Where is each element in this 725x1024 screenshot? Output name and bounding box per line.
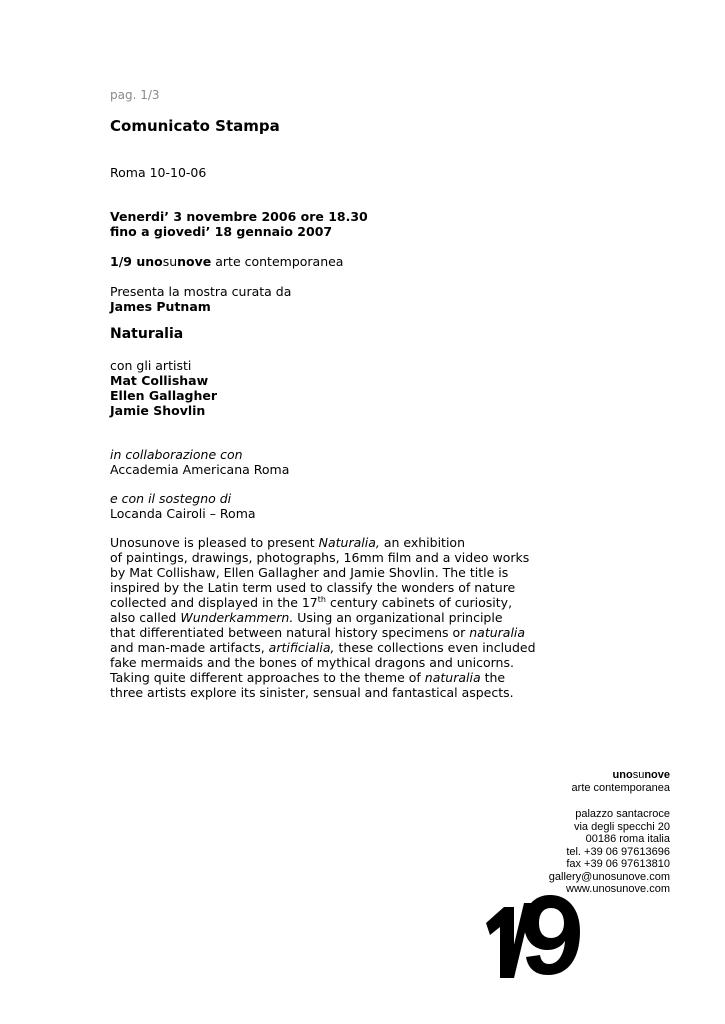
body-line: inspired by the Latin term used to classify the wonders of nature [110,580,516,595]
document-title: Comunicato Stampa [110,117,280,135]
body-paragraph [110,535,550,700]
gallery-uno: uno [136,254,163,269]
gallery-line [110,254,343,269]
gallery-address [549,808,670,896]
gallery-contact-block [549,769,670,896]
address-line: 00186 roma italia [585,833,670,845]
gallery-logo [484,893,584,978]
support-label: e con il sostegno di [110,491,232,506]
show-title: Naturalia [110,326,184,342]
body-line: of paintings, drawings, photographs, 16mm film and a video works [110,550,530,565]
event-date-start: Venerdi’ 3 novembre 2006 ore 18.30 [110,209,368,224]
artist-name: Jamie Shovlin [110,403,206,418]
curator-name: James Putnam [110,299,211,314]
email-line: gallery@unosunove.com [548,870,670,883]
body-line: and man-made artifacts, artificialia, these collections even included [110,640,536,655]
page-number: pag. 1/3 [110,88,160,102]
body-line: also called Wunderkammern. Using an organizational principle [110,610,503,625]
gallery-suffix: arte contemporanea [211,254,344,269]
gallery-name: unosunove [612,769,670,781]
body-line: that differentiated between natural history specimens or naturalia [110,625,526,640]
gallery-nove: nove [177,254,212,269]
artist-name: Mat Collishaw [110,373,209,388]
date-line: Roma 10-10-06 [110,165,207,180]
gallery-su: su [162,254,178,269]
body-line: collected and displayed in the 17th century cabinets of curiosity, [110,595,513,610]
support-value: Locanda Cairoli – Roma [110,506,256,521]
body-line: fake mermaids and the bones of mythical dragons and unicorns. [110,655,514,670]
fax-line: fax +39 06 97613810 [566,858,670,870]
event-date-end: fino a giovedi’ 18 gennaio 2007 [110,224,333,239]
body-line: by Mat Collishaw, Ellen Gallagher and Jamie Shovlin. The title is [110,565,509,580]
address-line: via degli specchi 20 [573,820,670,833]
curator-intro: Presenta la mostra curata da [110,284,292,299]
collaboration-label: in collaborazione con [110,447,243,462]
gallery-subtitle: arte contemporanea [571,781,670,794]
collaboration-value: Accademia Americana Roma [110,462,290,477]
artist-name: Ellen Gallagher [110,388,218,403]
body-line: Taking quite different approaches to the theme of naturalia the [110,670,506,685]
gallery-prefix: 1/9 [110,254,137,269]
body-line: three artists explore its sinister, sensual and fantastical aspects. [110,685,514,700]
body-line: Unosunove is pleased to present Naturalia, an exhibition [110,535,465,550]
address-line: palazzo santacroce [575,808,670,820]
artists-intro: con gli artisti [110,358,192,373]
phone-line: tel. +39 06 97613696 [566,845,670,858]
website-line: www.unosunove.com [566,883,670,895]
